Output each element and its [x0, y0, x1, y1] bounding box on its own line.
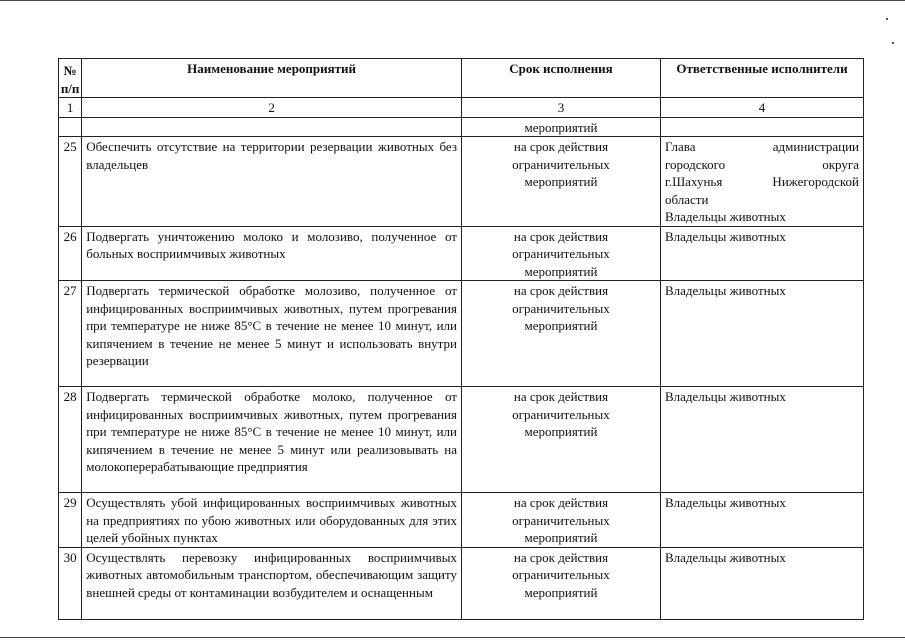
continuation-row — [59, 117, 864, 137]
header-term: Срок исполнения — [461, 59, 660, 98]
measure-text: Подвергать термической обработке молоко, полученное от инфицированных восприимчивых животных, путем прогревания при температуре не ниже 85°С в течение не менее 10 минут, или кипячением в течение не менее 5 минут или реализовывать на молокоперерабатывающие предприятия — [82, 387, 462, 493]
term-cell: на срок действия ограничительных мероприятий — [461, 493, 660, 548]
column-numbering-row — [59, 98, 864, 118]
table-row — [59, 493, 864, 548]
column-number: 1 — [59, 98, 82, 118]
column-number: 3 — [461, 98, 660, 118]
table-row — [59, 226, 864, 281]
term-cell: на срок действия ограничительных мероприятий — [461, 387, 660, 493]
executors-cell: Владельцы животных — [660, 387, 863, 493]
header-measure: Наименование мероприятий — [82, 59, 462, 98]
measure-text: Осуществлять перевозку инфицированных восприимчивых животных автомобильным транспортом, обеспечивающим защиту внешней среды от контаминации возбудителем и оснащенным — [82, 547, 462, 619]
header-number: № п/п — [59, 59, 82, 98]
table-header-row — [59, 59, 864, 98]
term-cell: на срок действия ограничительных мероприятий — [461, 137, 660, 227]
measure-text: Обеспечить отсутствие на территории резервации животных без владельцев — [82, 137, 462, 227]
term-cell: на срок действия ограничительных мероприятий — [461, 226, 660, 281]
term-cell: на срок действия ограничительных мероприятий — [461, 281, 660, 387]
row-number: 30 — [59, 547, 82, 619]
table-row — [59, 387, 864, 493]
measures-table — [58, 58, 864, 620]
row-number: 29 — [59, 493, 82, 548]
executors-cell: Владельцы животных — [660, 281, 863, 387]
row-number: 25 — [59, 137, 82, 227]
executors-cell: Владельцы животных — [660, 547, 863, 619]
continuation-term: мероприятий — [461, 117, 660, 137]
column-number: 4 — [660, 98, 863, 118]
executors-cell: Владельцы животных — [660, 226, 863, 281]
row-number: 27 — [59, 281, 82, 387]
table-row — [59, 137, 864, 227]
page-bottom-edge — [0, 637, 905, 638]
page-top-edge — [0, 0, 905, 1]
term-cell: на срок действия ограничительных мероприятий — [461, 547, 660, 619]
measure-text: Подвергать уничтожению молоко и молозиво, полученное от больных восприимчивых животных — [82, 226, 462, 281]
executors-cell: Глава администрации городского округа г.Шахунья Нижегородской области Владельцы животных — [660, 137, 863, 227]
measure-text: Подвергать термической обработке молозиво, полученное от инфицированных восприимчивых животных, путем прогревания при температуре не ниже 85°С в течение не менее 10 минут, или кипячением в течение не менее 5 минут и использовать внутри резервации — [82, 281, 462, 387]
row-number: 26 — [59, 226, 82, 281]
table-row — [59, 547, 864, 619]
table-row — [59, 281, 864, 387]
executors-cell: Владельцы животных — [660, 493, 863, 548]
measure-text: Осуществлять убой инфицированных восприимчивых животных на предприятиях по убою животных или оборудованных для этих целей убойных пунктах — [82, 493, 462, 548]
header-executors: Ответственные исполнители — [660, 59, 863, 98]
row-number: 28 — [59, 387, 82, 493]
scan-speck — [886, 18, 888, 20]
scan-speck — [892, 42, 894, 44]
column-number: 2 — [82, 98, 462, 118]
